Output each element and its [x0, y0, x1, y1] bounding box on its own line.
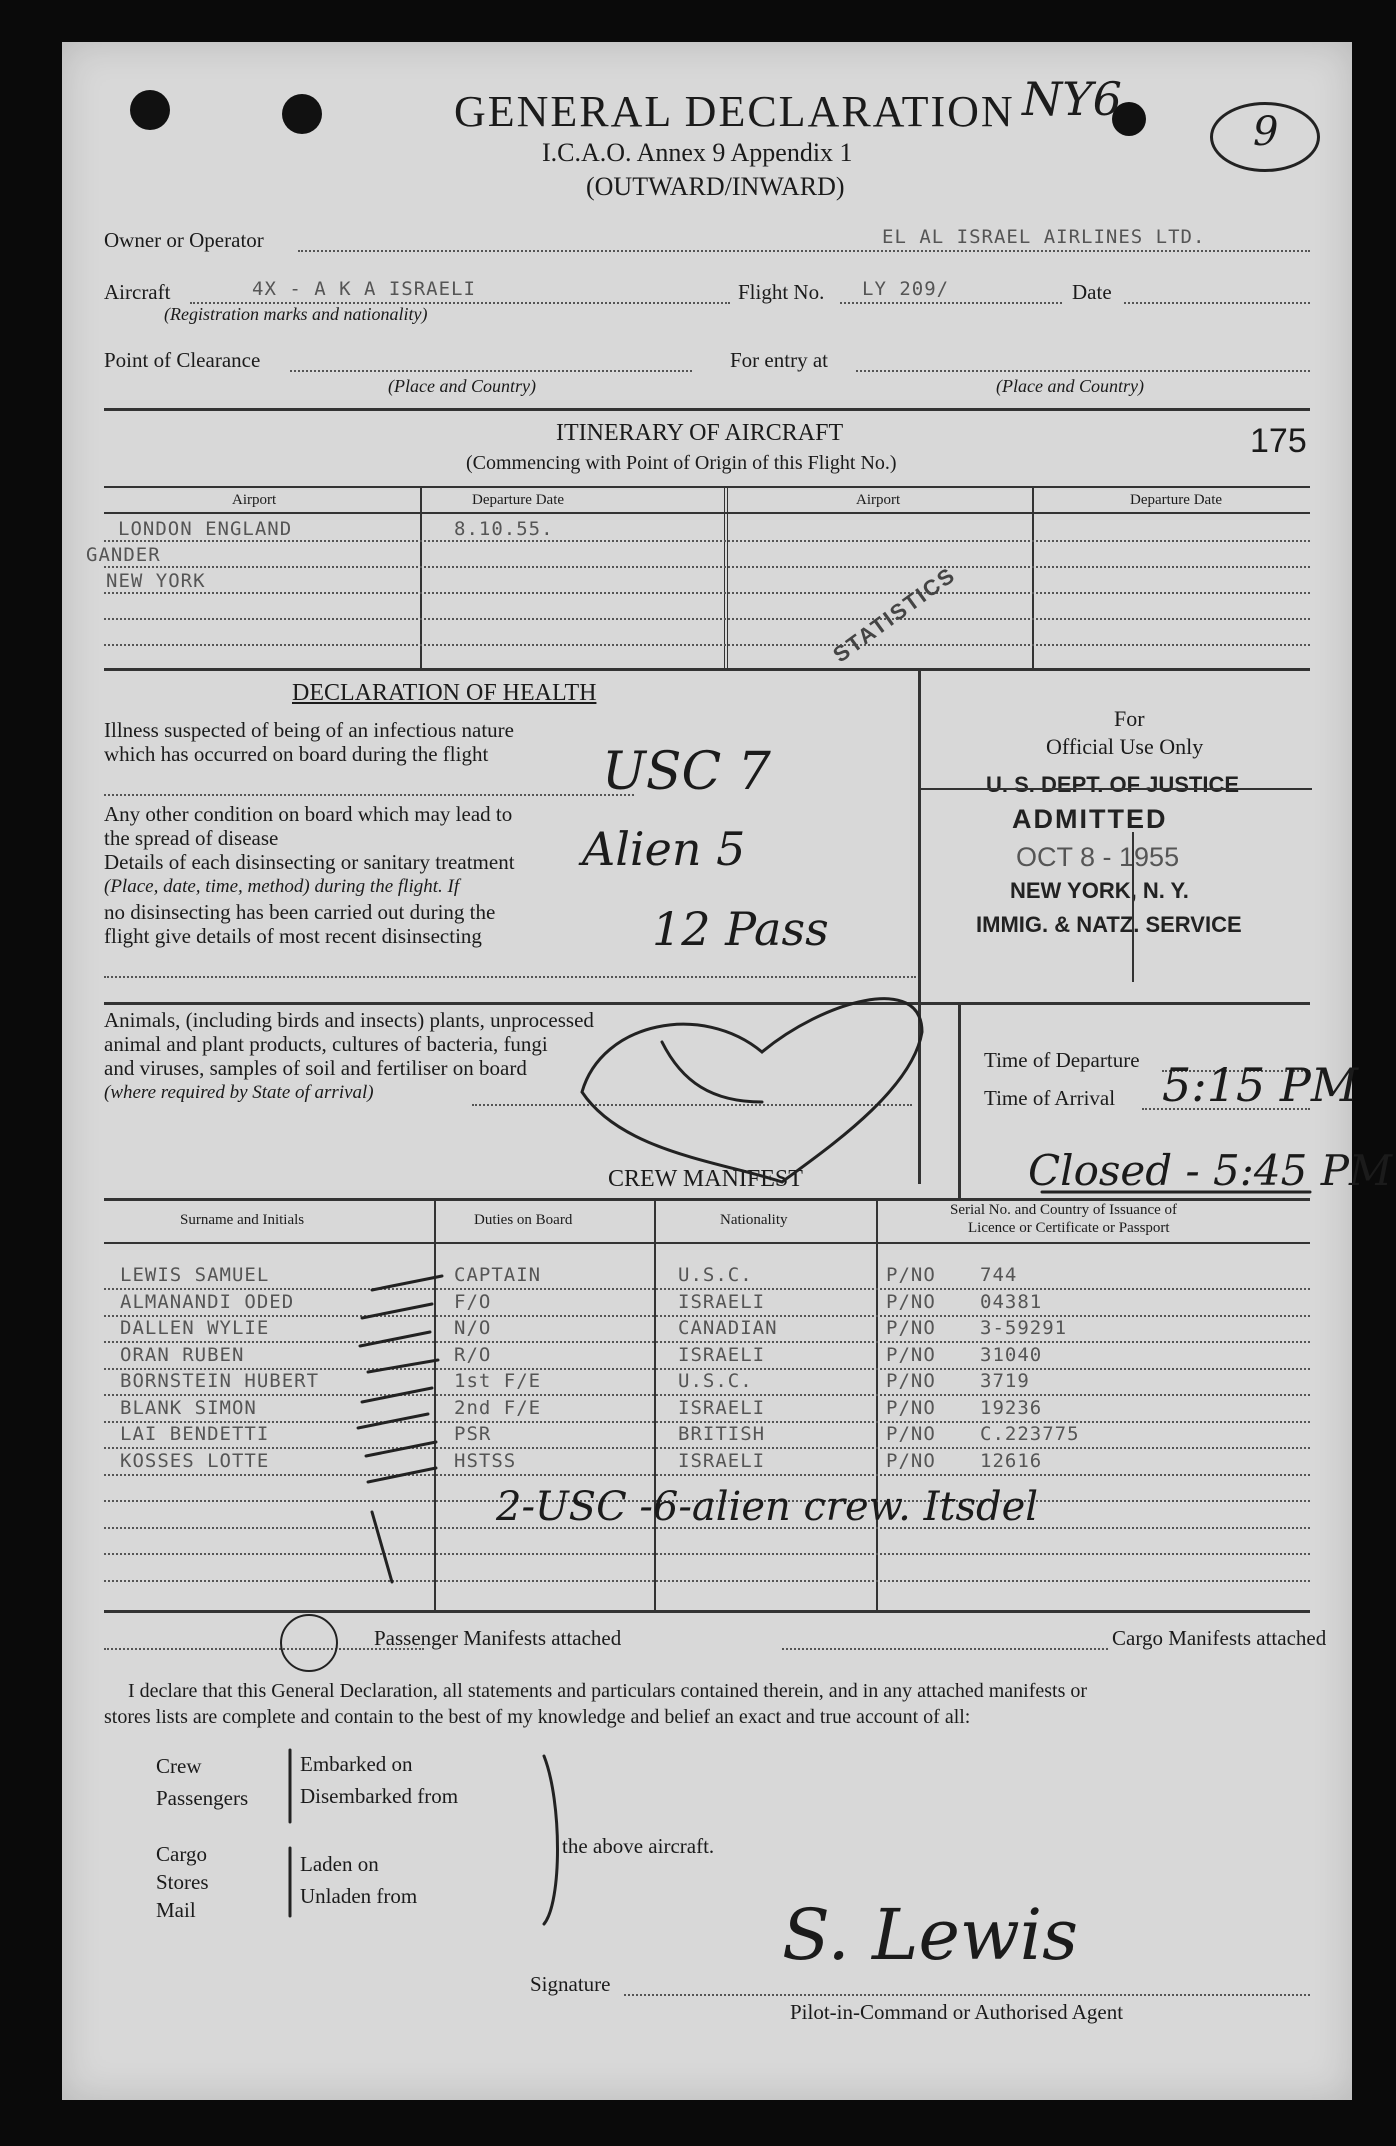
crew-cell-nat: U.S.C. [678, 1264, 753, 1286]
decl-unladen: Unladen from [300, 1884, 418, 1908]
health-q3-line2: (Place, date, time, method) during the flight. If [104, 876, 460, 897]
decl-mail: Mail [156, 1898, 196, 1922]
health-title: DECLARATION OF HEALTH [292, 680, 597, 706]
flight-label: Flight No. [738, 280, 825, 304]
crew-cell-pno: P/NO [886, 1264, 936, 1286]
aircraft-hint: (Registration marks and nationality) [164, 304, 428, 324]
crew-cell-name: BLANK SIMON [120, 1396, 257, 1419]
official-use-only: Official Use Only [1046, 734, 1204, 759]
crew-cell-name: KOSSES LOTTE [120, 1449, 270, 1472]
arrival-label: Time of Arrival [984, 1086, 1116, 1110]
decl-cargo: Cargo [156, 1842, 207, 1866]
arrival-value: 5:15 PM [1162, 1058, 1358, 1112]
col-duties: Duties on Board [474, 1212, 573, 1228]
decl-laden: Laden on [300, 1852, 379, 1876]
crew-cell-nat: BRITISH [678, 1423, 766, 1445]
date-label: Date [1072, 280, 1112, 304]
crew-cell-pno: P/NO [886, 1396, 936, 1419]
health-q2-line1: Any other condition on board which may lead to [104, 802, 513, 826]
crew-cell-name: ALMANANDI ODED [120, 1290, 295, 1313]
entry-hint: (Place and Country) [996, 376, 1144, 396]
crew-cell-num: 3-59291 [980, 1317, 1068, 1339]
health-q3-line3: no disinsecting has been carried out during the [104, 900, 496, 924]
crew-cell-num: 12616 [980, 1449, 1043, 1472]
owner-label: Owner or Operator [104, 228, 264, 252]
crew-cell-nat: ISRAELI [678, 1396, 766, 1419]
health-q2-line2: the spread of disease [104, 826, 279, 850]
crew-summary: 2-USC -6-alien crew. Itsdel [496, 1484, 1039, 1530]
stamp-location: NEW YORK, N. Y. [1010, 878, 1189, 903]
col-nationality: Nationality [720, 1212, 788, 1228]
animals-line1: Animals, (including birds and insects) plants, unprocessed [104, 1008, 594, 1032]
statistics-stamp: STATISTICS [828, 561, 961, 668]
itinerary-airport-2: GANDER [86, 544, 161, 566]
health-hand-pass: 12 Pass [652, 902, 829, 956]
stamp-admitted: ADMITTED [1012, 804, 1168, 834]
col-departure-1: Departure Date [472, 492, 565, 508]
crew-cell-num: 744 [980, 1264, 1018, 1286]
signer-role: Pilot-in-Command or Authorised Agent [790, 2000, 1124, 2024]
crew-cell-pno: P/NO [886, 1343, 936, 1366]
handwritten-code: NY6 [1022, 72, 1122, 126]
stamp-dept: U. S. DEPT. OF JUSTICE [986, 772, 1240, 797]
col-airport-2: Airport [856, 492, 901, 508]
cargo-manifests-label: Cargo Manifests attached [1112, 1626, 1327, 1650]
itinerary-title: ITINERARY OF AIRCRAFT [556, 420, 844, 446]
declaration-line2: stores lists are complete and contain to the best of my knowledge and belief an exact and true account of all: [104, 1706, 971, 1728]
crew-cell-num: C.223775 [980, 1423, 1080, 1445]
page-number: 175 [1250, 422, 1307, 460]
stamp-date: OCT 8 - 1955 [1016, 842, 1180, 872]
health-hand-alien: Alien 5 [582, 822, 746, 876]
owner-value: EL AL ISRAEL AIRLINES LTD. [882, 226, 1206, 248]
itinerary-subtitle: (Commencing with Point of Origin of this Flight No.) [466, 452, 897, 474]
crew-cell-nat: ISRAELI [678, 1343, 766, 1366]
decl-disembarked: Disembarked from [300, 1784, 459, 1808]
crew-cell-duty: N/O [454, 1317, 492, 1339]
crew-cell-pno: P/NO [886, 1317, 936, 1339]
signature-handwriting: S. Lewis [782, 1894, 1079, 1976]
health-q1-line1: Illness suspected of being of an infectious nature [104, 718, 514, 742]
itinerary-date-1: 8.10.55. [454, 518, 554, 540]
closed-note: Closed - 5:45 PM [1028, 1146, 1392, 1195]
crew-cell-num: 3719 [980, 1370, 1030, 1392]
departure-label: Time of Departure [984, 1048, 1140, 1072]
health-q3-line4: flight give details of most recent disinsecting [104, 924, 482, 948]
animals-line2: animal and plant products, cultures of bacteria, fungi [104, 1032, 548, 1056]
passenger-manifests-label: Passenger Manifests attached [374, 1626, 622, 1650]
declaration-line1: I declare that this General Declaration, all statements and particulars contained therein, and in any attached manifests or [128, 1680, 1088, 1702]
crew-cell-pno: P/NO [886, 1290, 936, 1313]
crew-cell-duty: F/O [454, 1290, 492, 1313]
crew-cell-num: 31040 [980, 1343, 1043, 1366]
decl-embarked: Embarked on [300, 1752, 413, 1776]
decl-passengers: Passengers [156, 1786, 249, 1810]
health-hand-usc: USC 7 [602, 742, 771, 802]
crew-cell-duty: HSTSS [454, 1449, 517, 1472]
crew-cell-duty: 1st F/E [454, 1370, 542, 1392]
clearance-hint: (Place and Country) [388, 376, 536, 396]
crew-cell-name: ORAN RUBEN [120, 1343, 245, 1366]
decl-crew: Crew [156, 1754, 202, 1778]
itinerary-airport-1: LONDON ENGLAND [118, 518, 293, 540]
col-airport-1: Airport [232, 492, 277, 508]
col-departure-2: Departure Date [1130, 492, 1223, 508]
crew-cell-duty: CAPTAIN [454, 1264, 542, 1286]
crew-cell-num: 04381 [980, 1290, 1043, 1313]
crew-cell-pno: P/NO [886, 1423, 936, 1445]
crew-cell-name: LAI BENDETTI [120, 1423, 270, 1445]
crew-cell-pno: P/NO [886, 1449, 936, 1472]
flight-value: LY 209/ [862, 278, 950, 300]
decl-stores: Stores [156, 1870, 209, 1894]
crew-cell-duty: R/O [454, 1343, 492, 1366]
crew-cell-duty: 2nd F/E [454, 1396, 542, 1419]
signature-label: Signature [530, 1972, 611, 1996]
itinerary-airport-3: NEW YORK [106, 570, 206, 592]
declaration-form [62, 42, 1392, 2100]
crew-cell-name: BORNSTEIN HUBERT [120, 1370, 320, 1392]
crew-cell-nat: ISRAELI [678, 1290, 766, 1313]
aircraft-value: 4X - A K A ISRAELI [252, 278, 476, 300]
col-serial-1: Serial No. and Country of Issuance of [950, 1202, 1178, 1218]
crew-cell-pno: P/NO [886, 1370, 936, 1392]
decl-above-aircraft: the above aircraft. [562, 1834, 715, 1858]
health-q3-line1: Details of each disinsecting or sanitary treatment [104, 850, 515, 874]
crew-cell-nat: ISRAELI [678, 1449, 766, 1472]
crew-cell-name: LEWIS SAMUEL [120, 1264, 270, 1286]
official-for: For [1114, 706, 1145, 731]
crew-cell-nat: U.S.C. [678, 1370, 753, 1392]
crew-cell-duty: PSR [454, 1423, 492, 1445]
animals-line3: and viruses, samples of soil and fertiliser on board [104, 1056, 527, 1080]
crew-cell-num: 19236 [980, 1396, 1043, 1419]
entry-label: For entry at [730, 348, 828, 372]
circled-number: 9 [1253, 109, 1279, 155]
col-serial-2: Licence or Certificate or Passport [968, 1220, 1170, 1236]
stamp-service: IMMIG. & NATZ. SERVICE [976, 912, 1242, 937]
health-q1-line2: which has occurred on board during the flight [104, 742, 489, 766]
form-title: GENERAL DECLARATION [454, 87, 1015, 136]
aircraft-label: Aircraft [104, 280, 171, 304]
form-direction: (OUTWARD/INWARD) [586, 172, 845, 201]
pen-marks [62, 42, 1352, 2100]
crew-cell-name: DALLEN WYLIE [120, 1317, 270, 1339]
col-surname: Surname and Initials [180, 1212, 305, 1228]
form-annex: I.C.A.O. Annex 9 Appendix 1 [542, 138, 853, 167]
crew-cell-nat: CANADIAN [678, 1317, 778, 1339]
clearance-label: Point of Clearance [104, 348, 261, 372]
crew-title: CREW MANIFEST [608, 1166, 803, 1192]
animals-line4: (where required by State of arrival) [104, 1082, 374, 1103]
